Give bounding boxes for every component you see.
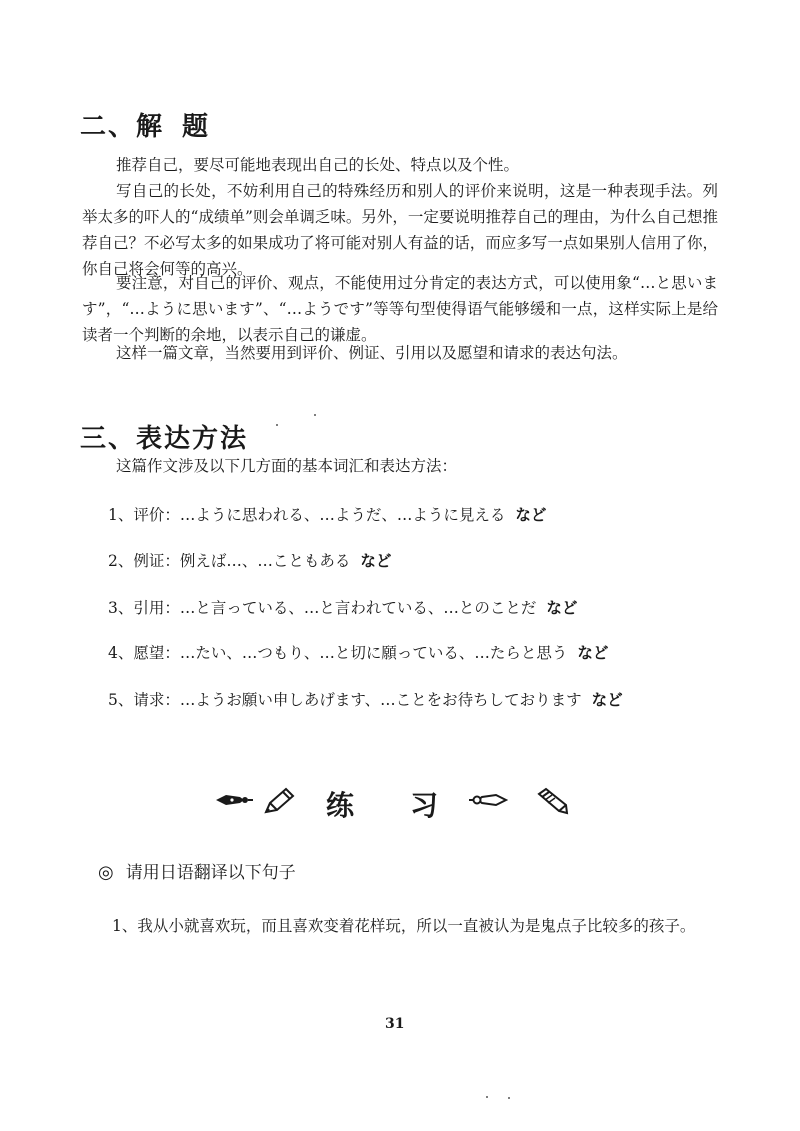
- paragraph: 要注意，对自己的评价、观点，不能使用过分肯定的表达方式，可以使用象“…と思います”，“…ように思います”、“…ようです”等等句型使得语气能够缓和一点，这样实际上是给读者一个判断的余地，以表示自己的谦虚。: [82, 274, 718, 344]
- double-circle-icon: ◎: [98, 862, 114, 883]
- exercise-instruction: ◎ 请用日语翻译以下句子: [98, 862, 296, 883]
- scan-speck: [276, 424, 278, 426]
- page-number: 31: [385, 1016, 405, 1032]
- pencil-icon: [536, 786, 570, 816]
- scan-speck: [486, 1096, 488, 1098]
- practice-banner: [214, 782, 586, 826]
- section-heading-expressions: 三、表达方法: [80, 424, 249, 454]
- exercise-sentence: 1、我从小就喜欢玩，而且喜欢变着花样玩，所以一直被认为是鬼点子比较多的孩子。: [112, 917, 696, 935]
- expression-item: 5、请求：…ようお願い申しあげます、…ことをお待ちしております など: [108, 691, 623, 709]
- paragraph: 推荐自己，要尽可能地表现出自己的长处、特点以及个性。: [116, 156, 520, 174]
- paragraph: 这样一篇文章，当然要用到评价、例证、引用以及愿望和请求的表达句法。: [116, 344, 628, 362]
- paragraph: 写自己的长处，不妨利用自己的特殊经历和别人的评价来说明，这是一种表现手法。列举太多的吓人的“成绩单”则会单调乏味。另外，一定要说明推荐自己的理由，为什么自己想推荐自己？不必写太多的如果成功了将可能对别人有益的话，而应多写一点如果别人信用了你，你自己将会何等的高兴。: [82, 182, 718, 278]
- expression-item: 3、引用：…と言っている、…と言われている、…とのことだ など: [108, 599, 578, 617]
- expressions-intro: 这篇作文涉及以下几方面的基本词汇和表达方法：: [116, 457, 458, 475]
- expression-item: 2、例证：例えば…、…こともある など: [108, 552, 392, 570]
- practice-title-char: 习: [410, 789, 439, 822]
- scan-speck: [508, 1097, 510, 1099]
- scan-speck: [314, 414, 316, 416]
- fountain-pen-icon: [468, 786, 508, 814]
- pencil-icon: [262, 786, 296, 816]
- fountain-pen-icon: [214, 786, 254, 814]
- section-heading-explanation: 二、解 题: [80, 112, 211, 142]
- expression-item: 4、愿望：…たい、…つもり、…と切に願っている、…たらと思う など: [108, 644, 609, 662]
- practice-title-char: 练: [326, 789, 355, 822]
- expression-item: 1、评价：…ように思われる、…ようだ、…ように見える など: [108, 506, 547, 524]
